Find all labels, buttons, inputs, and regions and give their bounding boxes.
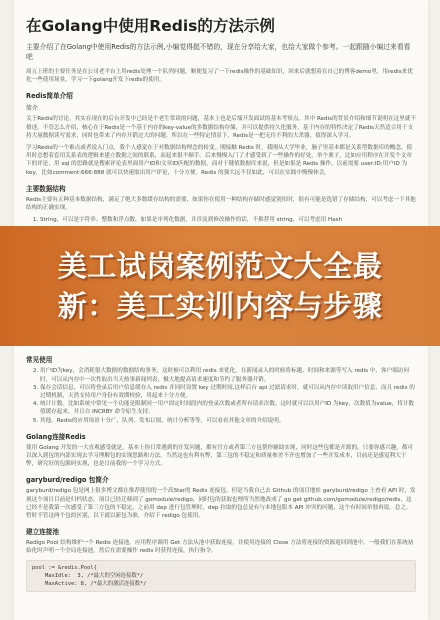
code-line: MaxIdle: 3, /*最大的空闲连接数*/: [32, 572, 144, 579]
list-item: 4. 统计计数。比如系统中常见一个功能是限制同一用户固定时间段内的登录次数或者所有请求次数，这时就可以以用户ID 为key，次数值为value，将计数值缓存起来，并且自 INCRBY 命令原生支持。: [40, 400, 416, 416]
list-item: 5. 其他。Redis的应用场景十分广，队列、发布订阅、统计分析等等，可以看看其他文章的介绍说明。: [40, 417, 416, 425]
paragraph-data-structures: Redis主要有五种基本数据结构，满足了绝大多数缓存结构的需要，如果你在使用一种结构存储时感觉别扭时，很有可能是选错了存储结构，可以考虑一下其他结构的正确实现。: [26, 196, 416, 212]
section-heading-data-structures: 主要数据结构: [26, 184, 66, 193]
subheading-summary: 简介: [26, 105, 39, 113]
list-item: 1. String，可以是字符串、整数和浮点数，如果是序列化数据，并涉及到修改操作的话，不推荐用 string，可以考虑用 Hash: [40, 216, 416, 224]
banner-title-line-1: 美工试岗案例范文大全最: [57, 249, 383, 283]
intro-paragraph: 周五上班的主要任务是在公司老平台上用redis处理一个队列问题，顺便复习了一下redis操作的基础知识，回来后就想着在自己的博客demo里，用redis来优化一些使用场景，学习一下golang开发下redis的使用。: [26, 69, 413, 84]
banner-title-line-2: 新：美工实训内容与步骤: [57, 289, 383, 323]
article-lead: 主要介绍了在Golang中使用Redis的方法示例,小编觉得挺不错的，现在分享给大家，也给大家做个参考。一起跟随小编过来看看吧: [26, 43, 411, 61]
section-heading-redigo: garyburd/redigo 包简介: [26, 476, 109, 485]
list-item: 3. 保存会话信息，可以将登录后用户信息缓存入 redis 并同时设置 key 过期时间,这样后台 api 过滤请求时，就可以从内存中读取用户信息，而且 redis 的过期机制，天然支持用户身份有效期校验，用起来十分方便。: [40, 384, 416, 400]
paragraph-redis-learning: 学习Redis的一个难点或者说入门点，我个人感觉在于对数据结构理念的转变。刚接触 Redis 时，我刚从大学毕业，脑子里基本都是关系型数据库的概念，使用时总想着套用关系表的逻辑来建立数据之间的联系，而起来很不顺手。后来慢慢入门了才感受到了一些操作的好处。举个栗子，比如应用程序在开发个文章下的评论，用 sql 的思路就是搜索评论表里面用户ID和文章ID匹配的数据，而对于键值数据库来说，但是如果是 Redis 操作，以前需要 user:ID:用户ID 为key，比如comment:666:888 就可以快速取出用户评论，十分方便。Redis 的强大远不仅如此，可以在实践中慢慢体会。: [26, 145, 413, 176]
paragraph-redigo: garyburd/redigo 包是网上很多博文都在推荐使用的一个高Star的 Redis 连接包，但是当我自己去 Github 的项目地址 garyburd/redigo 上查看 API 时，发现这个项目目前是归档状态，项目已经迁移到了 gomodule/redigo，同时包的获取也理所当然地改成了 go get github.com/gomodule/redigo/redis，这已经不是我第一次感受了第三方包的不稳定，之前用 dep 进行包管理时，dep 拉取的包总是有与本地包版本 API 冲突的问题，这个有时间单独再说。总之，暂时不管这两个包的区别，以下就以新包为准，介绍下 redigo 包使用。: [26, 488, 416, 520]
title-banner-overlay: [0, 226, 440, 346]
paragraph-golang-redis: 使用 Golang 开发的一大直观感受就是，基本上你日常遇到的开发问题，都有官方或者第三方包帮你辅助实现，同时这些包都是开源的，只要你感兴趣，都可以深入到包的内部实现去学习理解包的实现思路和方法。当然这也有利有弊，第三包的不稳定和质量参差不齐也增加了一些开发成本，目前还是感觉利大于弊，研究好的包源码实现，也是日前我的一个学习方式。: [26, 444, 413, 468]
code-line: MaxActive: 8, /*最大的激活连接数*/: [32, 580, 147, 587]
paragraph-connection-pool: Redigo Pool 结构维护一个 Redis 连接池。应用程序调用 Get 方法从池中获取连接，并使用连接的 Close 方法将连接的资源返回到池中。一般我们在系统初始化时声明一个全局连接池，然后在需要操作 redis 时获得连接，执行指令。: [26, 540, 414, 555]
code-line: pool := &redis.Pool{: [32, 564, 97, 571]
section-heading-redis-intro: Redis简单介绍: [26, 92, 73, 101]
section-heading-golang-redis: Golang连接Redis: [26, 432, 86, 441]
list-item: 2. 用户ID为key，会消耗很大数据的数据结构事务，这时候可以利用 redis 来优化，在新闻录入的时候将标题、时间和来源等写入 redis 中，客户端访问时，可以从内存中一次性取出当天热事新闻列表，极大地提高请求速度和节约了服务器开销。: [40, 367, 416, 383]
code-block: [26, 560, 416, 592]
article-title: 在Golang中使用Redis的方法示例: [26, 17, 275, 35]
section-heading-connection-pool: 建立连接池: [26, 528, 59, 537]
data-structure-list: [26, 216, 416, 224]
paragraph-redis-discussion: 关于Redis的讨论，其实在现在的后台开发中已经是个老生常谈的问题，基本上也是后端开发面试的基本考察点。其中 Redis的背景介绍和细节说明在这里就不赘述。不管怎么介绍，核心在于Redis是一个基于内存的key-value的多数据结构存储，并可以提供持久化服务。基于内存的特性决定了Redis天然适合用于支持大量数据读写需求，同时也带来了内存开销过大的问题。所以在一些特定情景下，Redis是一把无往不利的大杀器，值得深入学习。: [26, 116, 416, 139]
usage-list: [26, 367, 416, 424]
section-heading-common-usage: 常见使用: [26, 356, 53, 365]
